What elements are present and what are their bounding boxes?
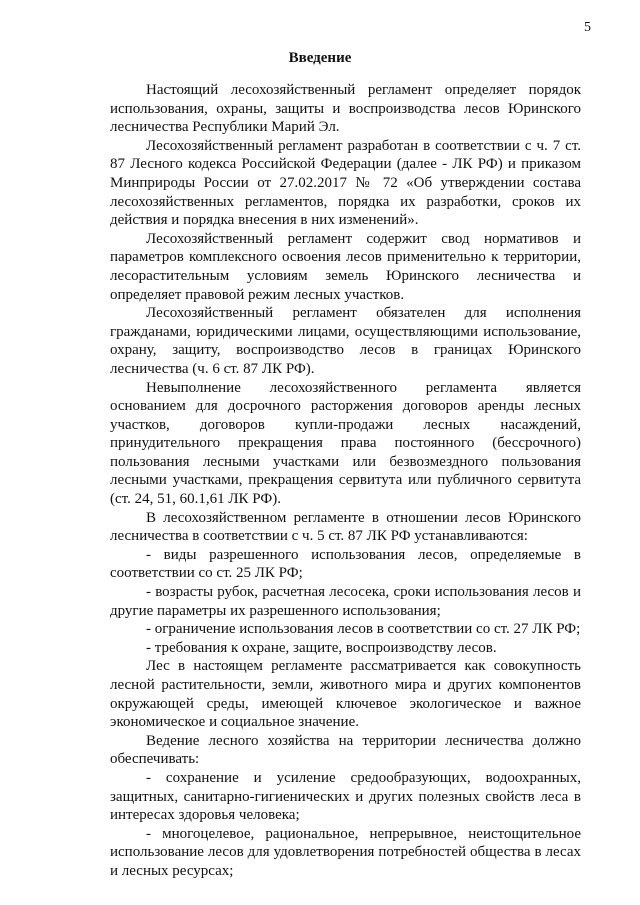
list-item: - виды разрешенного использования лесов, определяемые в соответствии со ст. 25 ЛК РФ;	[110, 546, 581, 582]
list-item: - сохранение и усиление средообразующих, водоохранных, защитных, санитарно-гигиенических и других полезных свойств леса в интересах здоровья человека;	[110, 769, 581, 824]
list-item: - возрасты рубок, расчетная лесосека, сроки использования лесов и другие параметры их разрешенного использования;	[110, 584, 581, 619]
paragraph: В лесохозяйственном регламенте в отношении лесов Юринского лесничества в соответствии с ч. 5 ст. 87 ЛК РФ устанавливаются:	[110, 509, 581, 545]
paragraph: Лесохозяйственный регламент содержит свод нормативов и параметров комплексного освоения лесов применительно к территории, лесорастительным условиям земель Юринского лесничества и определяет правовой режим лесных участков.	[110, 230, 581, 303]
body-text	[110, 81, 581, 881]
paragraph: Лесохозяйственный регламент разработан в соответствии с ч. 7 ст. 87 Лесного кодекса Российской Федерации (далее - ЛК РФ) и приказом Минприроды России от 27.02.2017 № 72 «Об утверждении состава лесохозяйственных регламентов, порядка их разработки, сроков их действия и порядка внесения в них изменений».	[110, 137, 581, 229]
list-item: - ограничение использования лесов в соответствии со ст. 27 ЛК РФ;	[146, 621, 581, 638]
section-heading: Введение	[288, 50, 352, 66]
paragraph: Лес в настоящем регламенте рассматривается как совокупность лесной растительности, земли, животного мира и других компонентов окружающей среды, имеющей ключевое экологическое и важное экономическое и социальное значение.	[110, 658, 581, 731]
list-item: - многоцелевое, рациональное, непрерывное, неистощительное использование лесов для удовлетворения потребностей общества в лесах и лесных ресурсах;	[110, 825, 581, 879]
paragraph: Лесохозяйственный регламент обязателен для исполнения гражданами, юридическими лицами, осуществляющими использование, охрану, защиту, воспроизводство лесов в границах Юринского лесничества (ч. 6 ст. 87 ЛК РФ).	[110, 305, 581, 377]
paragraph: Ведение лесного хозяйства на территории лесничества должно обеспечивать:	[110, 732, 581, 768]
page-number: 5	[584, 20, 591, 35]
list-item: - требования к охране, защите, воспроизводству лесов.	[146, 639, 497, 656]
paragraph: Настоящий лесохозяйственный регламент определяет порядок использования, охраны, защиты и воспроизводства лесов Юринского лесничества Республики Марий Эл.	[110, 82, 581, 136]
paragraph: Невыполнение лесохозяйственного регламента является основанием для досрочного расторжения договоров аренды лесных участков, договоров купли-продажи лесных насаждений, принудительного прекращения права постоянного (бессрочного) пользования лесными участками или безвозмездного пользования лесными участками, прекращения сервитута или публичного сервитута (ст. 24, 51, 60.1,61 ЛК РФ).	[110, 379, 581, 508]
